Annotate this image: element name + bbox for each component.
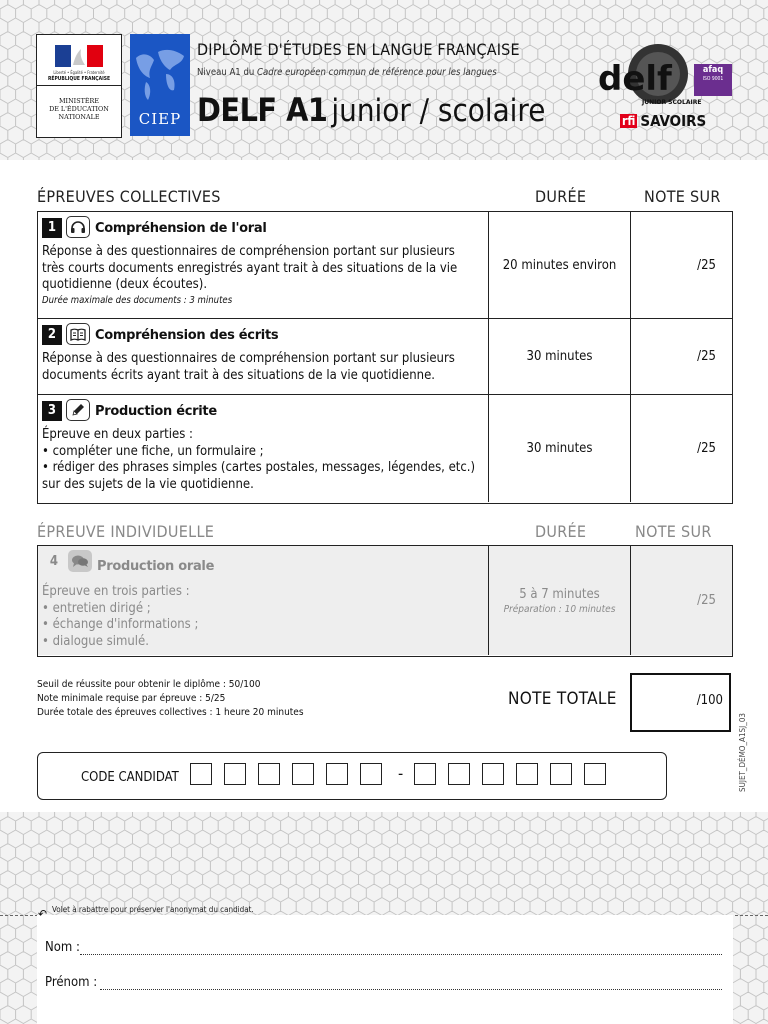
exam-description: [42, 351, 482, 384]
republic-label: RÉPUBLIQUE FRANÇAISE: [47, 76, 111, 82]
diploma-title: DIPLÔME D'ÉTUDES EN LANGUE FRANÇAISE: [197, 40, 520, 59]
exam-duration: [489, 212, 631, 318]
duration-value: 30 minutes: [526, 349, 593, 364]
marianne-ministry-logo: [36, 34, 122, 138]
firstname-field: [45, 975, 97, 990]
individual-heading: ÉPREUVE INDIVIDUELLE: [37, 522, 215, 541]
candidate-code-label: CODE CANDIDAT: [81, 770, 179, 785]
candidate-code-digit[interactable]: [258, 763, 280, 785]
description-line: quotidienne (deux écoutes).: [42, 277, 208, 292]
candidate-code-digit[interactable]: [360, 763, 382, 785]
exam-description-cell: [38, 212, 489, 318]
pencil-icon: [66, 399, 90, 421]
open-book-icon: [66, 323, 90, 345]
collective-duration-header: DURÉE: [535, 187, 587, 206]
diploma-subtitle: [197, 67, 497, 78]
description-line: Réponse à des questionnaires de compréhension portant sur plusieurs: [42, 244, 455, 259]
preparation-time: Préparation : 10 minutes: [503, 603, 616, 615]
candidate-code-digit[interactable]: [584, 763, 606, 785]
description-line: Épreuve en trois parties :: [42, 584, 190, 599]
minimum-rule: Note minimale requise par épreuve : 5/25: [37, 693, 226, 704]
description-line: Épreuve en deux parties :: [42, 427, 193, 442]
level-bold: DELF A1: [197, 91, 328, 129]
table-row: [38, 546, 732, 655]
exam-description-cell: [38, 319, 489, 394]
collective-heading: ÉPREUVES COLLECTIVES: [37, 187, 221, 206]
french-flag-icon: [47, 43, 111, 69]
delf-logo-text: delf: [598, 59, 672, 99]
exam-description-cell: [38, 395, 489, 502]
subtitle-prefix: Niveau A1 du: [197, 67, 258, 78]
exam-title: Compréhension des écrits: [95, 328, 279, 343]
description-line: Réponse à des questionnaires de compréhension portant sur plusieurs: [42, 351, 455, 366]
duration-value: 5 à 7 minutes: [519, 586, 600, 602]
duration-value: 20 minutes environ: [502, 257, 617, 273]
individual-table: [37, 545, 733, 657]
exam-level-title: [197, 91, 545, 129]
anonymity-flap: [37, 915, 733, 1024]
exam-number: 1: [42, 218, 62, 238]
exam-description: [42, 427, 482, 493]
rfi-text: SAVOIRS: [640, 112, 707, 130]
scoring-rules: [37, 678, 304, 720]
description-line: documents écrits ayant trait à des situations de la vie quotidienne.: [42, 367, 435, 383]
exam-score: [631, 395, 732, 502]
individual-duration-header: DURÉE: [535, 522, 587, 541]
afaq-label: afaq: [702, 65, 724, 75]
candidate-code-box: [37, 752, 667, 800]
table-row: [38, 212, 732, 319]
exam-title: Production orale: [97, 559, 215, 574]
document-code: SUJET_DÉMO_A1SJ_03: [738, 712, 747, 792]
exam-score: [631, 546, 732, 655]
candidate-code-digit[interactable]: [414, 763, 436, 785]
delf-junior-logo: [596, 40, 702, 110]
exam-description-cell: [38, 546, 489, 655]
duration-value: 30 minutes: [526, 441, 593, 456]
individual-note-header: NOTE SUR: [635, 522, 712, 541]
delf-logo-sub: JUNIOR SCOLAIRE: [642, 99, 702, 106]
description-line: • échange d'informations ;: [42, 617, 199, 632]
subtitle-framework: Cadre européen commun de référence pour les langues: [257, 67, 497, 78]
firstname-label: Prénom :: [45, 975, 98, 990]
total-score-value: /100: [696, 693, 723, 708]
total-score-field[interactable]: [630, 673, 731, 732]
exam-description: [42, 584, 482, 650]
exam-score: [631, 319, 732, 394]
exam-title: Compréhension de l'oral: [95, 221, 267, 236]
exam-description: [42, 244, 482, 307]
description-line: • entretien dirigé ;: [42, 600, 151, 616]
description-line: • compléter une fiche, un formulaire ;: [42, 443, 264, 459]
rfi-savoirs-logo: [620, 112, 706, 132]
candidate-code-digit[interactable]: [550, 763, 572, 785]
ciep-logo-text: CIEP: [138, 110, 182, 128]
score-value: /25: [697, 441, 716, 456]
headphones-icon: [66, 216, 90, 238]
ministry-name: MINISTÈRE DE L'ÉDUCATION NATIONALE: [49, 97, 109, 121]
table-row: [38, 319, 732, 395]
description-line: sur des sujets de la vie quotidienne.: [42, 476, 254, 492]
exam-duration: [489, 546, 631, 655]
candidate-code-digit[interactable]: [224, 763, 246, 785]
exam-number: 2: [42, 325, 62, 345]
level-light: junior / scolaire: [331, 93, 546, 129]
candidate-code-digit[interactable]: [292, 763, 314, 785]
name-label: Nom :: [45, 940, 80, 955]
score-value: /25: [697, 257, 716, 273]
description-line: • dialogue simulé.: [42, 633, 149, 649]
name-field: [45, 940, 80, 955]
exam-duration: [489, 319, 631, 394]
collective-note-header: NOTE SUR: [644, 187, 721, 206]
afaq-sub: ISO 9001: [702, 76, 724, 82]
description-note: Durée maximale des documents : 3 minutes: [42, 294, 233, 306]
rfi-box: rfi: [622, 114, 636, 128]
exam-number: 3: [42, 401, 62, 421]
firstname-input[interactable]: [100, 977, 722, 990]
table-row: [38, 395, 732, 502]
total-score-label: NOTE TOTALE: [508, 689, 617, 709]
speech-bubbles-icon: [68, 550, 92, 572]
candidate-code-digit[interactable]: [326, 763, 348, 785]
score-value: /25: [697, 349, 716, 364]
candidate-code-digit[interactable]: [190, 763, 212, 785]
afaq-logo: [694, 64, 732, 96]
ministry-motto: Liberté • Égalité • Fraternité: [53, 70, 105, 75]
ciep-logo: [130, 34, 190, 136]
name-input[interactable]: [80, 942, 722, 955]
exam-title: Production écrite: [95, 404, 217, 419]
exam-score: [631, 212, 732, 318]
description-line: très courts documents enregistrés ayant trait à des situations de la vie: [42, 260, 458, 276]
exam-duration: [489, 395, 631, 502]
candidate-code-digit[interactable]: [516, 763, 538, 785]
score-value: /25: [697, 593, 716, 608]
flap-instruction: Volet à rabattre pour préserver l'anonymat du candidat.: [52, 905, 254, 914]
fold-arrow-icon: ↶: [38, 907, 48, 921]
candidate-code-separator: -: [398, 764, 404, 783]
threshold-rule: Seuil de réussite pour obtenir le diplôme : 50/100: [37, 679, 261, 690]
candidate-code-digit[interactable]: [448, 763, 470, 785]
logo-divider: [37, 85, 121, 86]
description-line: • rédiger des phrases simples (cartes postales, messages, légendes, etc.): [42, 460, 476, 475]
collective-table: [37, 211, 733, 504]
exam-number: 4: [49, 554, 59, 569]
total-duration-rule: Durée totale des épreuves collectives : 1 heure 20 minutes: [37, 707, 304, 718]
candidate-code-digit[interactable]: [482, 763, 504, 785]
